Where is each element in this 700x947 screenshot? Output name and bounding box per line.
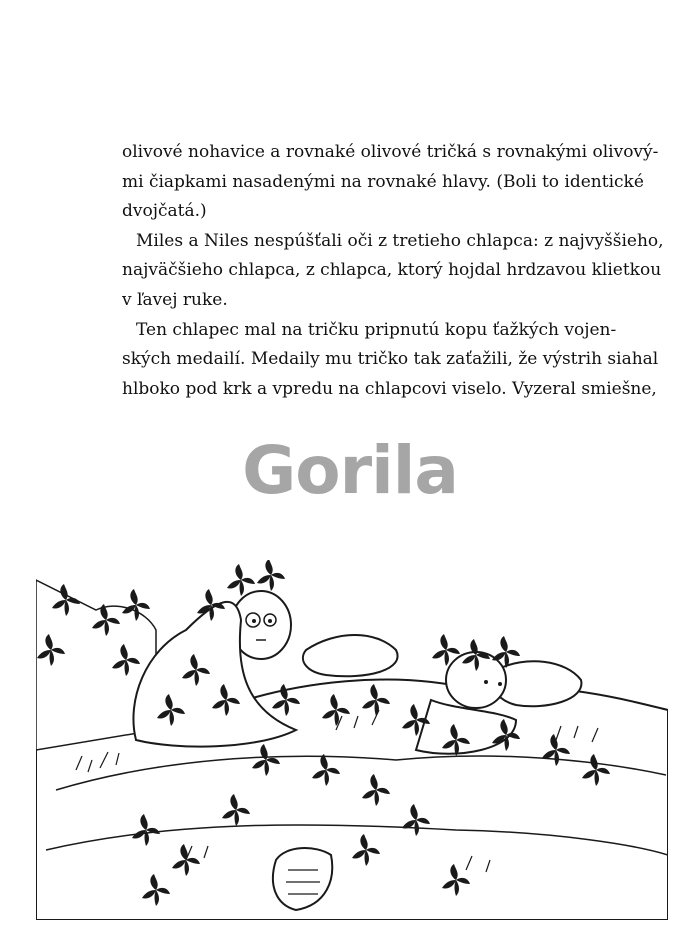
text-line: hlboko pod krk a vpredu na chlapcovi viselo. Vyzeral smiešne, (122, 378, 657, 399)
text-line: olivové nohavice a rovnaké olivové tričká s rovnakými olivový- (122, 142, 659, 162)
paragraph-3 (122, 316, 659, 405)
text-line: dvojčatá.) (122, 201, 207, 222)
text-line: ských medailí. Medaily mu tričko tak zaťažili, že výstrih siahal (122, 349, 659, 370)
watermark-logo: Gorila (242, 432, 458, 509)
paragraph-2 (122, 227, 664, 316)
body-text (122, 138, 664, 404)
text-line: Ten chlapec mal na tričku pripnutú kopu ťažkých vojen- (136, 319, 617, 340)
camouflaged-boys-in-leaves-illustration (36, 560, 668, 920)
text-line: Miles a Niles nespúšťali oči z tretieho chlapca: z najvyššieho, (136, 230, 664, 251)
text-line: najväčšieho chlapca, z chlapca, ktorý hojdal hrdzavou klietkou (122, 260, 662, 281)
text-line: mi čiapkami nasadenými na rovnaké hlavy. (Boli to identické (122, 171, 644, 192)
paragraph-1 (122, 138, 659, 227)
text-line: v ľavej ruke. (122, 289, 228, 310)
